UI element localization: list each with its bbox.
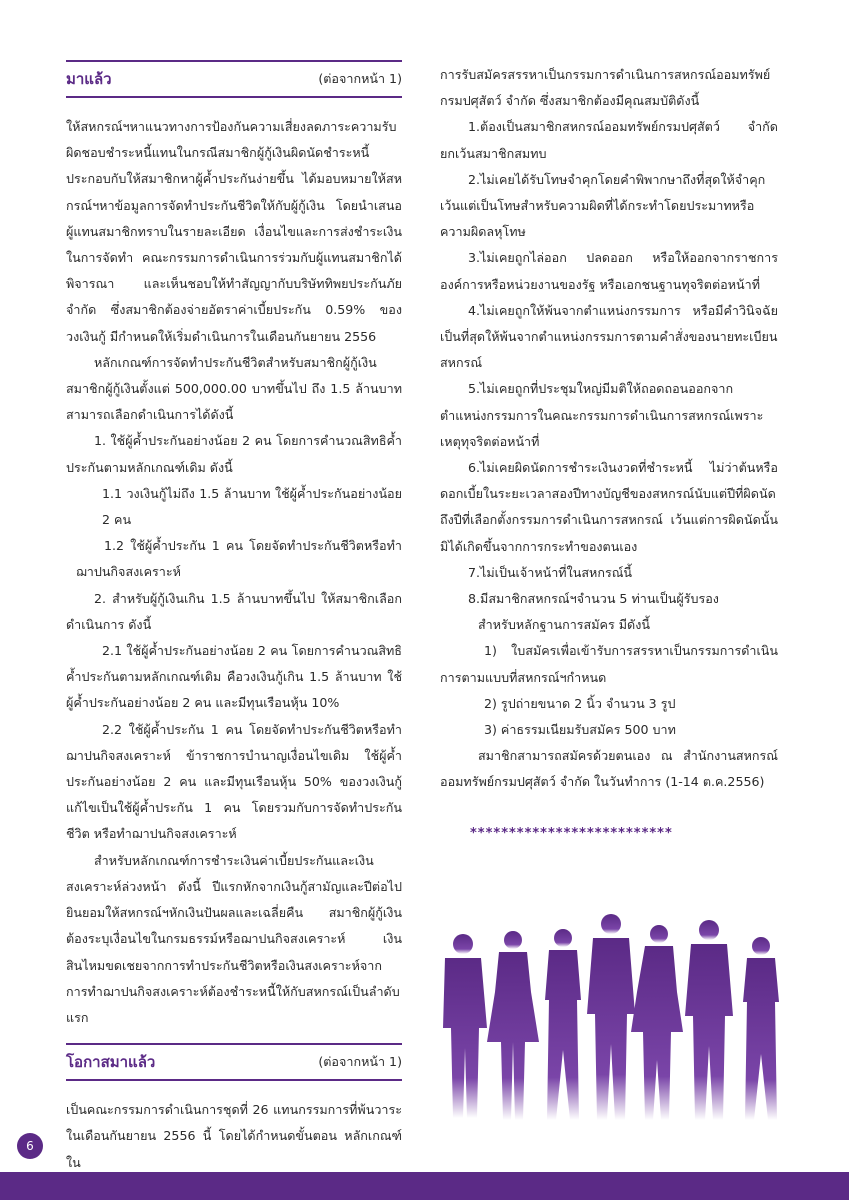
- paragraph: สำหรับหลักฐานการสมัคร มีดังนี้: [478, 617, 650, 633]
- list-item: 4.ไม่เคยถูกให้พ้นจากตำแหน่งกรรมการ หรือมีคำวินิจฉัยเป็นที่สุดให้พ้นจากตำแหน่งกรรมการตามคำสั่งของนายทะเบียนสหกรณ์: [440, 302, 778, 371]
- paragraph: สมาชิกสามารถสมัครด้วยตนเอง ณ สำนักงานสหกรณ์ออมทรัพย์กรมปศุสัตว์ จำกัด ในวันทำการ (1-14 ต.ค.2556): [440, 748, 778, 790]
- section-header: [66, 1043, 402, 1081]
- continued-note: (ต่อจากหน้า 1): [318, 1054, 402, 1069]
- continued-note: (ต่อจากหน้า 1): [318, 70, 402, 86]
- star-divider: **************************: [470, 826, 673, 841]
- list-item: 2.1 ใช้ผู้ค้ำประกันอย่างน้อย 2 คน โดยการคำนวณสิทธิค้ำประกันตามหลักเกณฑ์เดิม คือวงเงินกู้เกิน 1.5 ล้านบาท ใช้ผู้ค้ำประกันอย่างน้อย 2 คน และมีทุนเรือนหุ้น 10%: [66, 643, 402, 711]
- section-title: โอกาสมาแล้ว: [66, 1053, 156, 1071]
- section-title: มาแล้ว: [66, 69, 112, 88]
- list-item: 3) ค่าธรรมเนียมรับสมัคร 500 บาท: [484, 722, 676, 738]
- list-item: 7.ไม่เป็นเจ้าหน้าที่ในสหกรณ์นี้: [468, 564, 633, 580]
- list-item: 1.2 ใช้ผู้ค้ำประกัน 1 คน โดยจัดทำประกันชีวิตหรือทำฌาปนกิจสงเคราะห์: [76, 538, 402, 580]
- right-column: [440, 62, 778, 796]
- business-people-silhouette: [425, 900, 805, 1120]
- paragraph: การรับสมัครสรรหาเป็นกรรมการดำเนินการสหกรณ์ออมทรัพย์กรมปศุสัตว์ จำกัด ซึ่งสมาชิกต้องมีคุณสมบัติดังนี้: [440, 67, 771, 109]
- list-item: 8.มีสมาชิกสหกรณ์ฯจำนวน 5 ท่านเป็นผู้รับรอง: [468, 591, 719, 607]
- list-item: 2.ไม่เคยได้รับโทษจำคุกโดยคำพิพากษาถึงที่สุดให้จำคุก เว้นแต่เป็นโทษสำหรับความผิดที่ได้กระทำโดยประมาทหรือความผิดลหุโทษ: [440, 171, 766, 240]
- list-item: 1) ใบสมัครเพื่อเข้ารับการสรรหาเป็นกรรมการดำเนินการตามแบบที่สหกรณ์ฯกำหนด: [440, 643, 778, 685]
- list-item: 2. สำหรับผู้กู้เงินเกิน 1.5 ล้านบาทขึ้นไป ให้สมาชิกเลือกดำเนินการ ดังนี้: [66, 590, 402, 632]
- paragraph: สำหรับหลักเกณฑ์การชำระเงินค่าเบี้ยประกันและเงินสงเคราะห์ล่วงหน้า ดังนี้ ปีแรกหักจากเงินกู้สามัญและปีต่อไปยินยอมให้สหกรณ์ฯหักเงินปันผลและเฉลี่ยคืน สมาชิกผู้กู้เงินต้องระบุเงื่อนไขในกรมธรรม์หรือฌาปนกิจสงเคราะห์ เงินสินไหมขดเชยจากการทำประกันชีวิตหรือเงินสงเคราะห์จากการทำฌาปนกิจสงเคราะห์ต้องชำระหนี้ให้กับสหกรณ์เป็นลำดับแรก: [66, 852, 402, 1025]
- list-item: 2.2 ใช้ผู้ค้ำประกัน 1 คน โดยจัดทำประกันชีวิตหรือทำฌาปนกิจสงเคราะห์ ข้าราชการบำนาญเงื่อนไขเดิม ใช้ผู้ค้ำประกันอย่างน้อย 2 คน และมีทุนเรือนหุ้น 50% ของวงเงินกู้ แก้ไขเป็นใช้ผู้ค้ำประกัน 1 คน โดยรวมกับการจัดทำประกันชีวิต หรือทำฌาปนกิจสงเคราะห์: [66, 721, 402, 842]
- left-column: [66, 60, 402, 1176]
- list-item: 2) รูปถ่ายขนาด 2 นิ้ว จำนวน 3 รูป: [484, 695, 676, 711]
- list-item: 1.1 วงเงินกู้ไม่ถึง 1.5 ล้านบาท ใช้ผู้ค้ำประกันอย่างน้อย 2 คน: [102, 485, 402, 528]
- paragraph: หลักเกณฑ์การจัดทำประกันชีวิตสำหรับสมาชิกผู้กู้เงิน สมาชิกผู้กู้เงินตั้งแต่ 500,000.00 บาทขึ้นไป ถึง 1.5 ล้านบาท สามารถเลือกดำเนินการได้ดังนี้: [66, 354, 402, 423]
- page-number: 6: [17, 1133, 43, 1159]
- section-header: [66, 60, 402, 98]
- list-item: 1.ต้องเป็นสมาชิกสหกรณ์ออมทรัพย์กรมปศุสัตว์ จำกัด ยกเว้นสมาชิกสมทบ: [440, 119, 778, 161]
- list-item: 3.ไม่เคยถูกไล่ออก ปลดออก หรือให้ออกจากราชการ องค์การหรือหน่วยงานของรัฐ หรือเอกชนฐานทุจริตต่อหน้าที่: [440, 250, 778, 292]
- list-item: 1. ใช้ผู้ค้ำประกันอย่างน้อย 2 คน โดยการคำนวณสิทธิค้ำประกันตามหลักเกณฑ์เดิม ดังนี้: [66, 433, 402, 475]
- paragraph: เป็นคณะกรรมการดำเนินการชุดที่ 26 แทนกรรมการที่พ้นวาระในเดือนกันยายน 2556 นี้ โดยได้กำหนดขั้นตอน หลักเกณฑ์ ใน: [66, 1102, 402, 1170]
- paragraph: ให้สหกรณ์ฯหาแนวทางการป้องกันความเสี่ยงลดภาระความรับผิดชอบชำระหนี้แทนในกรณีสมาชิกผู้กู้เงินผิดนัดชำระหนี้ประกอบกับให้สมาชิกหาผู้ค้ำประกันง่ายขึ้น ได้มอบหมายให้สหกรณ์ฯหาข้อมูลการจัดทำประกันชีวิตให้กับผู้กู้เงิน โดยนำเสนอผู้แทนสมาชิกทราบในรายละเอียด เงื่อนไขและการส่งชำระเงินในการจัดทำ คณะกรรมการดำเนินการร่วมกับผู้แทนสมาชิกได้พิจารณา และเห็นชอบให้ทำสัญญากับบริษัททิพยประกันภัย จำกัด ซึ่งสมาชิกต้องจ่ายอัตราค่าเบี้ยประกัน 0.59% ของวงเงินกู้ มีกำหนดให้เริ่มดำเนินการในเดือนกันยายน 2556: [66, 119, 402, 344]
- list-item: 6.ไม่เคยผิดนัดการชำระเงินงวดที่ชำระหนี้ ไม่ว่าต้นหรือดอกเบี้ยในระยะเวลาสองปีทางบัญชีของสหกรณ์นับแต่ปีที่ผิดนัดถึงปีที่เลือกตั้งกรรมการดำเนินการสหกรณ์ เว้นแต่การผิดนัดนั้นมิได้เกิดขึ้นจากการกระทำของตนเอง: [440, 460, 778, 554]
- list-item: 5.ไม่เคยถูกที่ประชุมใหญ่มีมติให้ถอดถอนออกจากตำแหน่งกรรมการในคณะกรรมการดำเนินการสหกรณ์เพราะเหตุทุจริตต่อหน้าที่: [440, 381, 764, 449]
- footer-bar: [0, 1172, 849, 1200]
